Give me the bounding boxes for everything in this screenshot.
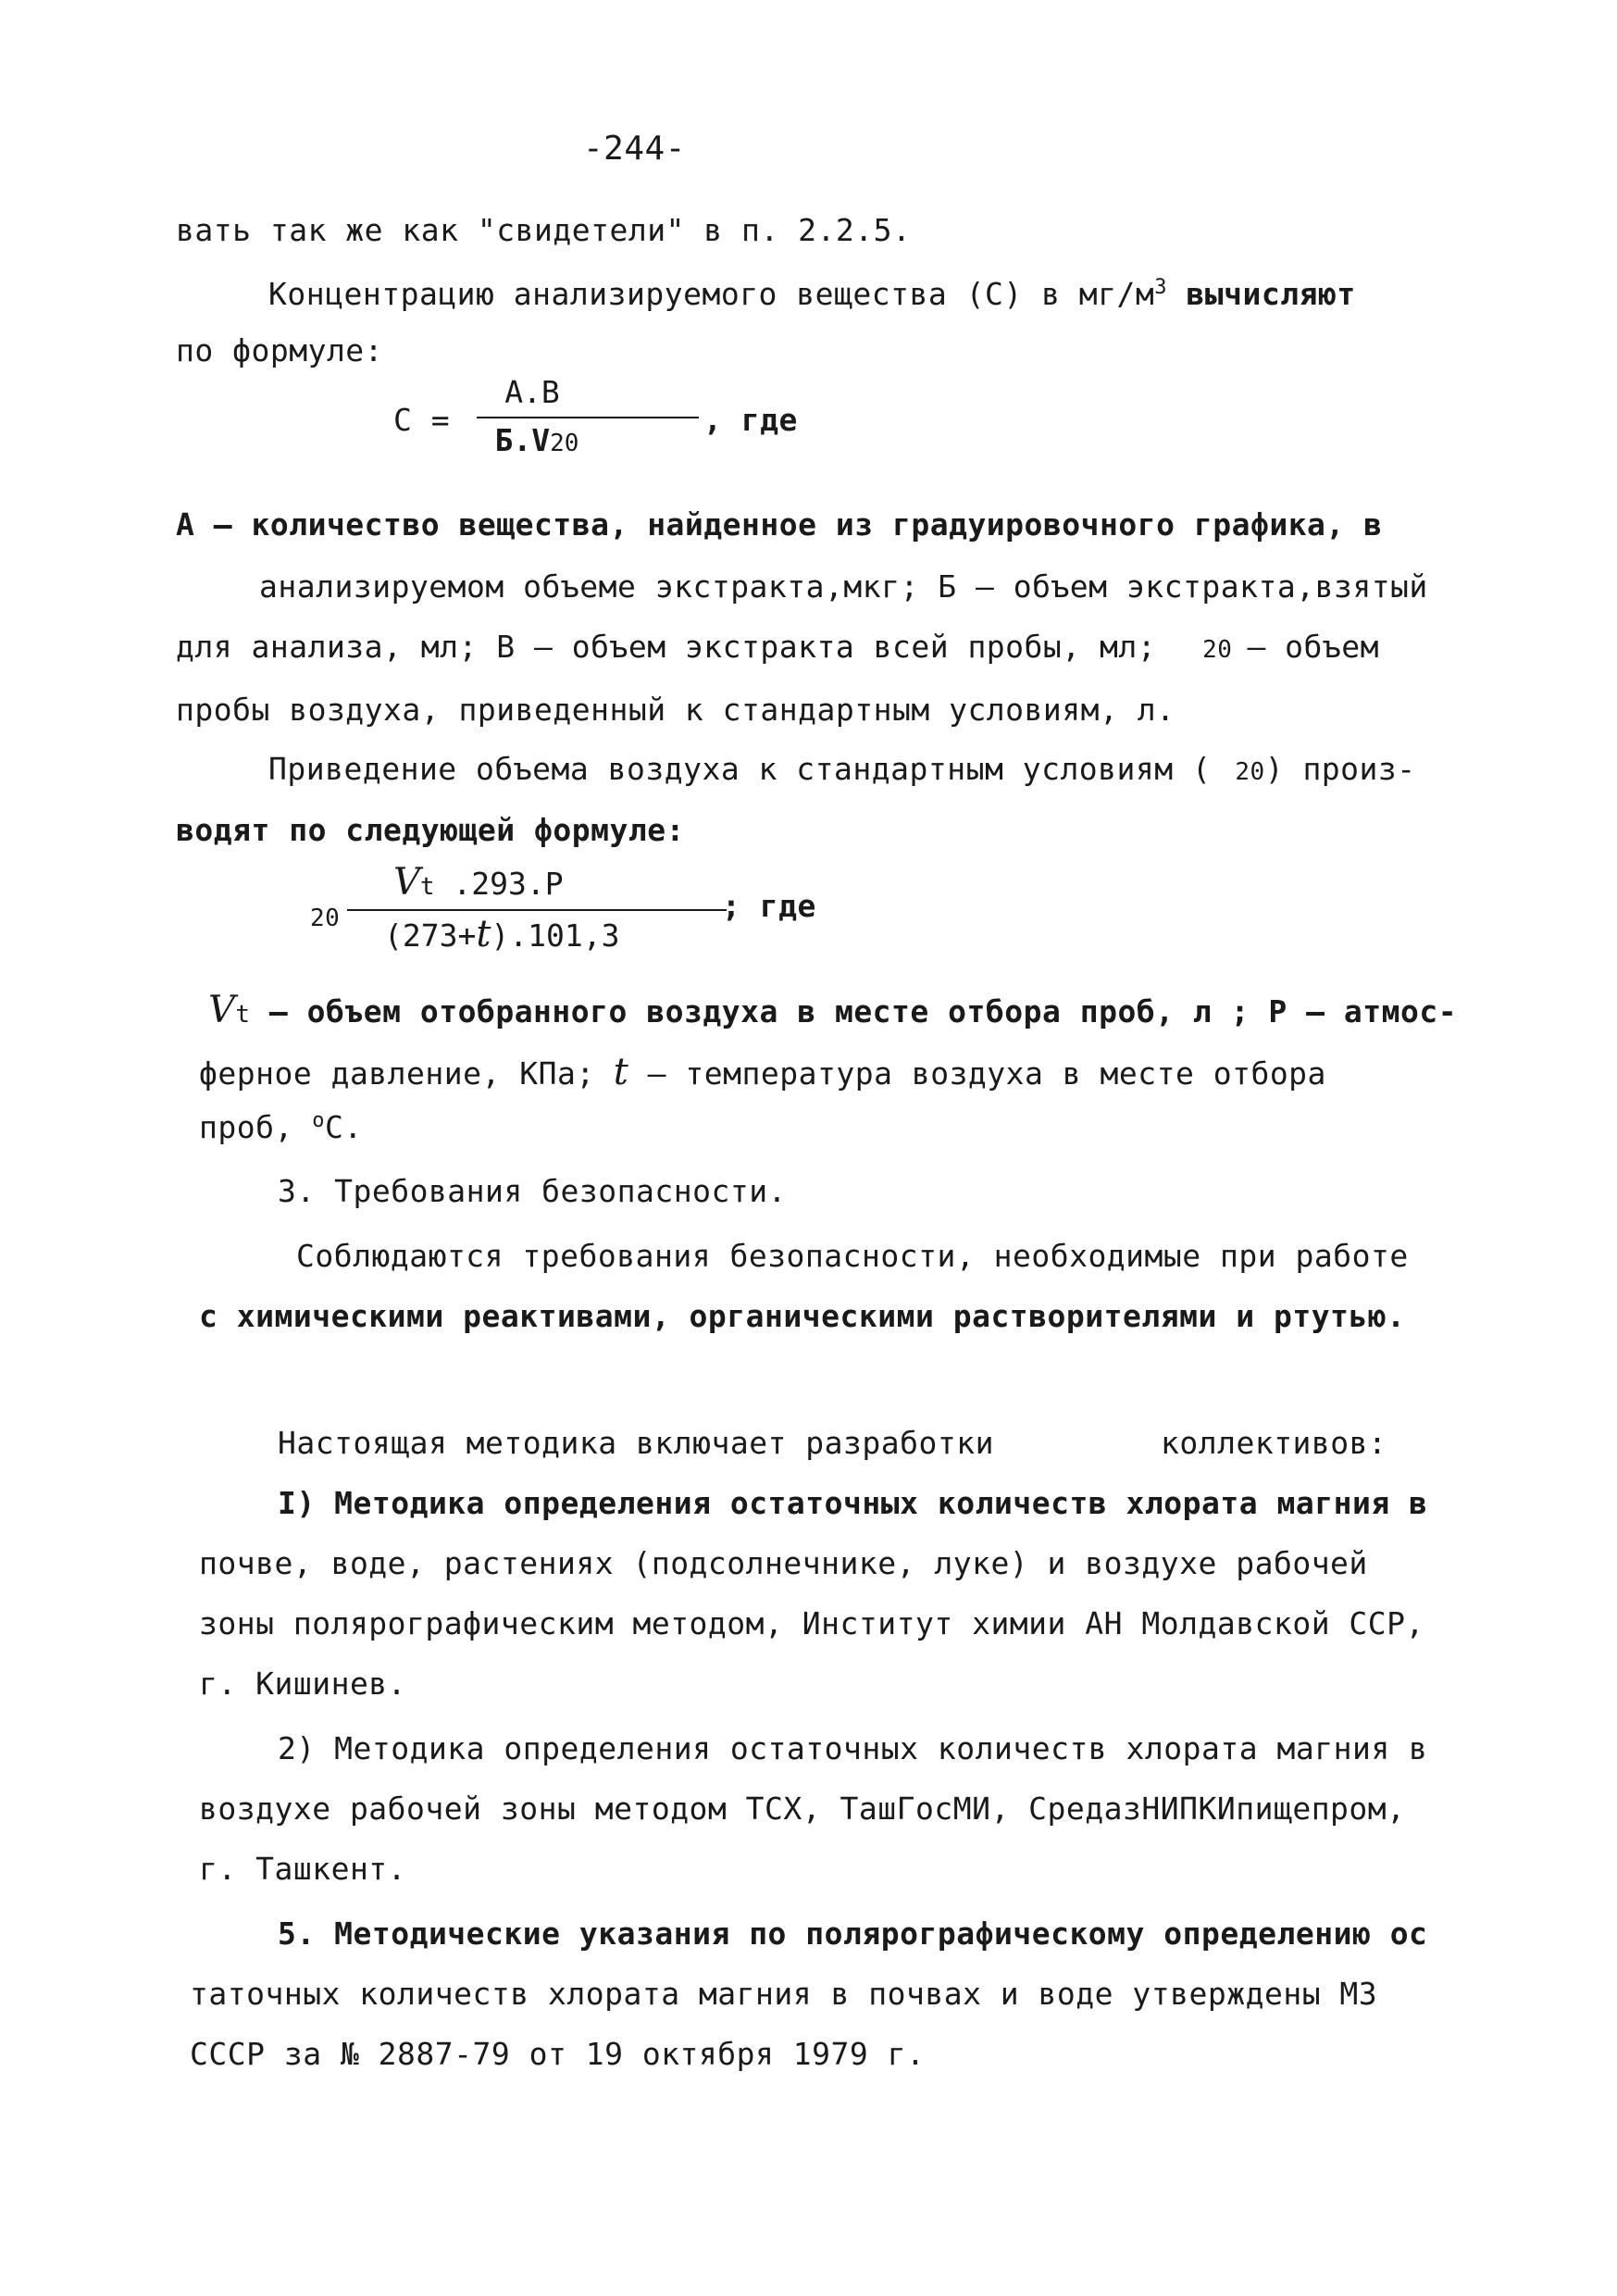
formula-1-denominator: [481, 423, 592, 458]
text-line-17: с химическими реактивами, органическими растворителями и ртутью.: [199, 1298, 1406, 1334]
formula-1-den-main: Б.V: [494, 422, 551, 458]
section-heading-safety: 3. Требования безопасности.: [278, 1173, 787, 1209]
text-line-12-sub: t: [235, 1001, 251, 1029]
text-line-13-t: t: [613, 1051, 629, 1093]
text-line-20: почве, воде, растениях (подсолнечнике, луке) и воздухе рабочей: [199, 1545, 1368, 1581]
formula-1-fraction-bar: [477, 417, 699, 418]
text-line-7: [176, 630, 1379, 665]
formula-2-tail: ; где: [722, 888, 816, 924]
formula-1-den-sub: 20: [550, 430, 579, 457]
formula-2-denominator: [384, 913, 620, 955]
text-line-13b: – температура воздуха в месте отбора: [628, 1055, 1326, 1092]
formula-2-numerator: [393, 861, 564, 904]
text-line-13: [199, 1051, 1326, 1093]
formula-volume-correction: [310, 861, 865, 972]
text-line-6: анализируемом объеме экстракта,мкг; Б – объем экстракта,взятый: [259, 568, 1428, 605]
text-line-7b: – объем: [1247, 629, 1380, 665]
text-line-1: вать так же как "свидетели" в п. 2.2.5.: [176, 212, 912, 248]
text-line-7a: для анализа, мл; В – объем экстракта всей пробы, мл;: [176, 629, 1157, 665]
text-line-18: [278, 1426, 1387, 1461]
text-line-2b: вычисляют: [1167, 276, 1356, 312]
page-number: -244-: [583, 130, 686, 168]
text-line-8: пробы воздуха, приведенный к стандартным условиям, л.: [176, 692, 1175, 728]
text-line-7-sub: 20: [1202, 636, 1233, 664]
text-line-13a: ферное давление, КПа;: [199, 1055, 595, 1092]
text-line-10: водят по следующей формуле:: [176, 812, 685, 848]
formula-1-lhs: C =: [393, 402, 451, 438]
formula-2-num-sub: t: [419, 873, 435, 901]
cubic-superscript: 3: [1154, 276, 1168, 299]
formula-2-den-t: t: [476, 913, 491, 955]
text-line-2a: Концентрацию анализируемого вещества (C) в мг/м: [268, 276, 1155, 312]
text-line-28: СССР за № 2887-79 от 19 октября 1979 г.: [190, 2036, 926, 2072]
text-line-22: г. Кишинев.: [199, 1666, 407, 1702]
text-line-23: 2) Методика определения остаточных количеств хлората магния в: [278, 1730, 1428, 1766]
formula-2-den-a: (273+: [384, 917, 477, 954]
text-line-5: A – количество вещества, найденное из градуировочного графика, в: [176, 506, 1383, 543]
text-line-12: [208, 989, 1457, 1031]
text-line-2: [268, 276, 1356, 312]
text-line-9-sub: 20: [1235, 758, 1265, 786]
text-line-27: таточных количеств хлората магния в почвах и воде утверждены МЗ: [190, 1976, 1378, 2012]
text-line-16: Соблюдаются требования безопасности, необходимые при работе: [296, 1238, 1409, 1274]
formula-2-num-v: V: [393, 861, 420, 904]
formula-1-tail: , где: [703, 402, 798, 438]
text-line-24: воздухе рабочей зоны методом ТСХ, ТашГосМИ, СредазНИПКИпищепром,: [199, 1791, 1406, 1827]
text-line-9a: Приведение объема воздуха к стандартным условиям (: [268, 751, 1212, 787]
text-line-12-v: V: [208, 989, 236, 1031]
text-line-18a: Настоящая методика включает разработки: [278, 1425, 994, 1461]
text-line-14: [199, 1109, 363, 1145]
formula-concentration: [393, 375, 819, 477]
text-line-3: по формуле:: [176, 332, 384, 368]
formula-2-den-b: ).101,3: [491, 917, 620, 954]
text-line-26: 5. Методические указания по полярографическому определению ос: [278, 1915, 1428, 1952]
formula-2-lhs: 20: [310, 905, 341, 932]
text-line-12b: – объем отобранного воздуха в месте отбора проб, л ; P – атмос-: [250, 993, 1458, 1029]
text-line-9b: ) произ-: [1264, 751, 1416, 787]
formula-2-fraction-bar: [347, 909, 727, 911]
text-line-25: г. Ташкент.: [199, 1851, 407, 1887]
text-line-19: I) Методика определения остаточных количеств хлората магния в: [278, 1485, 1428, 1521]
formula-2-num-rest: .293.P: [434, 866, 564, 902]
text-line-21: зоны полярографическим методом, Институт химии АН Молдавской ССР,: [199, 1605, 1424, 1641]
text-line-14b: C.: [324, 1109, 363, 1145]
text-line-14a: проб,: [199, 1109, 313, 1145]
formula-1-numerator: A.B: [504, 374, 560, 410]
text-line-18b: коллективов:: [1160, 1425, 1387, 1461]
text-line-9: [268, 752, 1416, 787]
degree-superscript: o: [312, 1109, 325, 1132]
